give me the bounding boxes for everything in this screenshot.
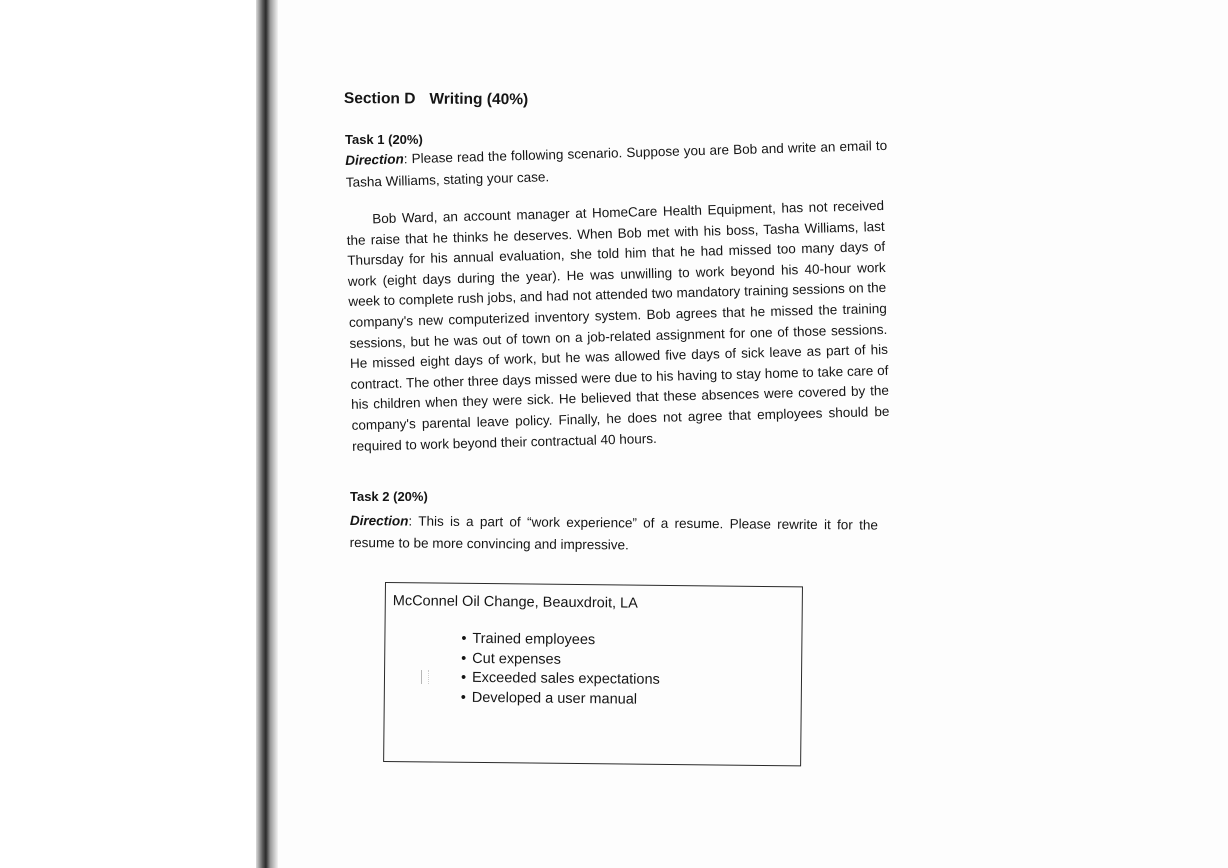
section-label: Section D	[343, 90, 416, 108]
resume-bullet-item: • Developed a user manual	[461, 688, 660, 710]
resume-excerpt-box	[383, 582, 803, 766]
resume-bullet-list	[461, 630, 661, 710]
section-title	[344, 90, 528, 109]
task1-heading: Task 1 (20%)	[345, 132, 423, 147]
task1-direction-text: : Please read the following scenario. Suppose you are Bob and write an email to Tasha Williams, stating your case.	[345, 137, 888, 190]
task2-heading: Task 2 (20%)	[350, 489, 428, 504]
resume-bullet-item: • Trained employees	[461, 630, 660, 652]
task2-direction	[350, 510, 878, 559]
scan-artifact	[421, 670, 429, 684]
task1-scenario-paragraph: Bob Ward, an account manager at HomeCare Health Equipment, has not received the raise that he thinks he deserves. When Bob met with his boss, Tasha Williams, last Thursday for his annual evaluation, she told him that he had missed too many days of work (eight days during the year). He was unwilling to work beyond his 40-hour work week to complete rush jobs, and had not attended two mandatory training sessions on the company's new computerized inventory system. Bob agrees that he missed the training sessions, but he was out of town on a job-related assignment for one of those sessions. He missed eight days of work, but he was allowed five days of sick leave as part of his contract. The other three days missed were due to his having to stay home to take care of his children when they were sick. He believed that these absences were covered by the company's parental leave policy. Finally, he does not agree that employees should be required to work beyond their contractual 40 hours.	[346, 197, 890, 454]
resume-bullet-item: • Cut expenses	[461, 649, 660, 671]
task2-direction-label: Direction	[349, 512, 409, 529]
task2-direction-text: : This is a part of “work experience” of a resume. Please rewrite it for the resume to be more convincing and impressive.	[349, 513, 878, 553]
page-binding-shadow	[256, 0, 278, 868]
section-heading: Writing (40%)	[429, 90, 529, 109]
resume-company: McConnel Oil Change, Beauxdroit, LA	[392, 593, 638, 612]
resume-bullet-item: • Exceeded sales expectations	[461, 669, 660, 691]
task1-direction-label: Direction	[345, 151, 404, 168]
